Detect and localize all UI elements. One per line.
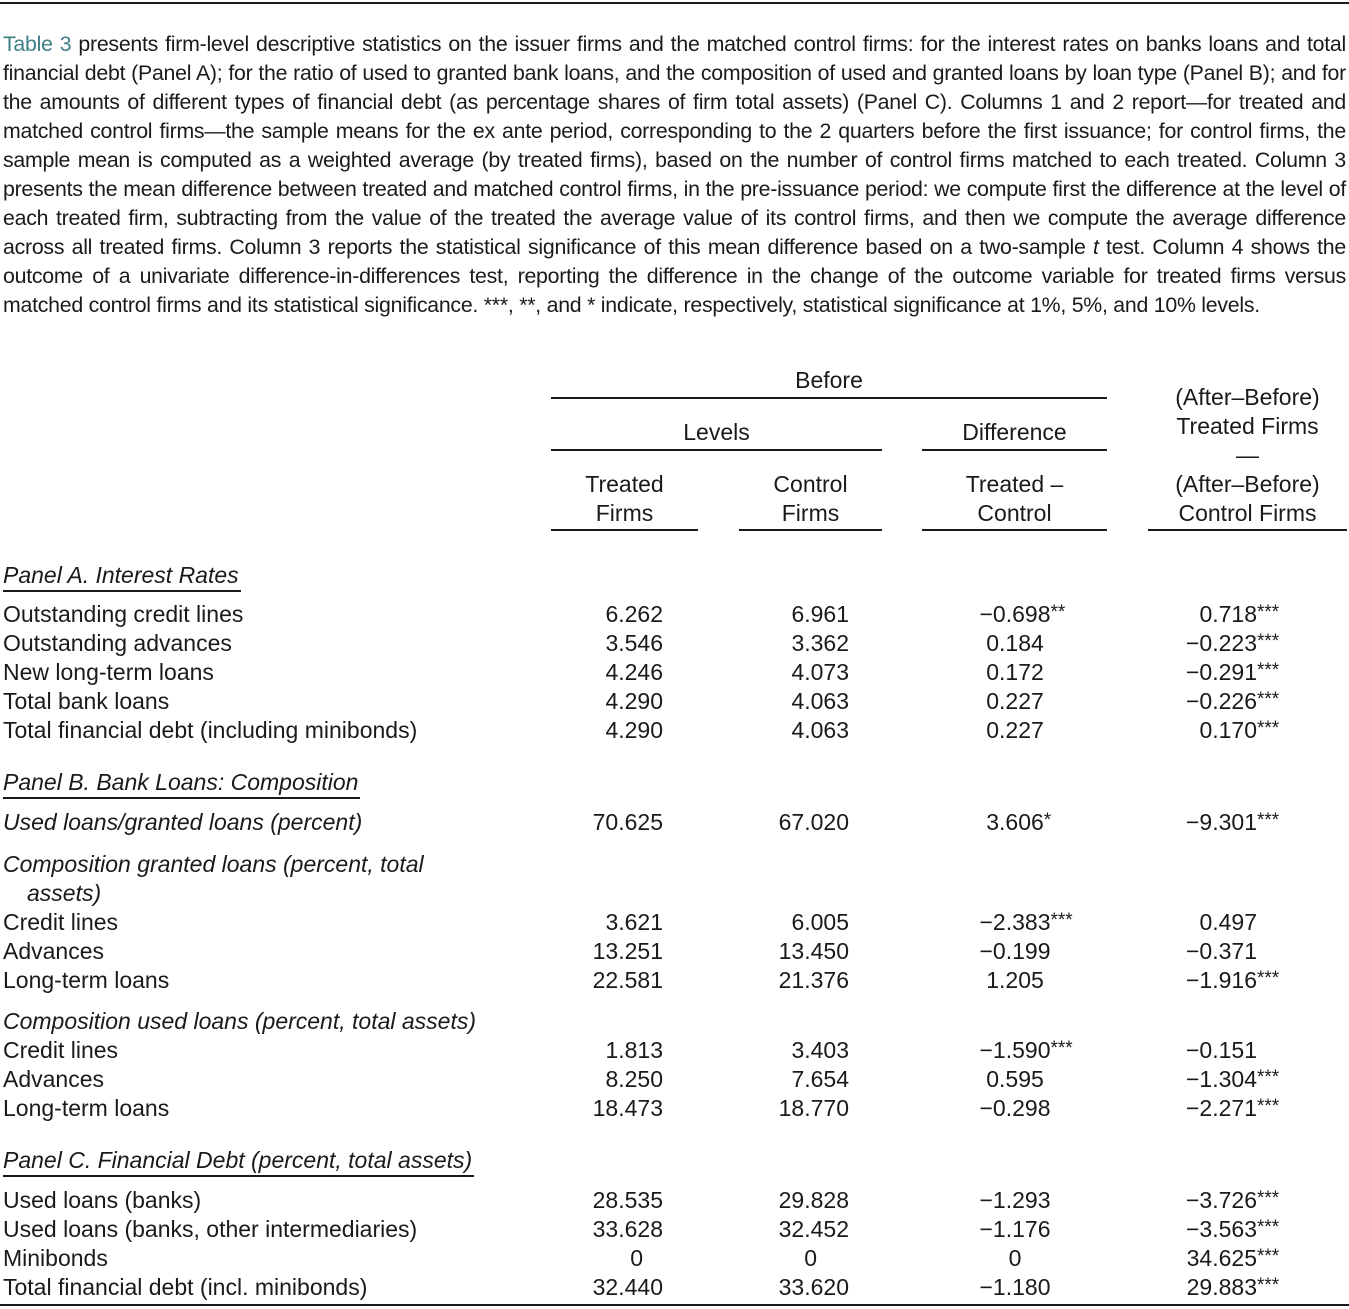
dd-value bbox=[1186, 1186, 1303, 1215]
header-diff-line-1: Treated – bbox=[965, 471, 1064, 497]
dd-value bbox=[1199, 716, 1303, 745]
difference-value bbox=[900, 1244, 1130, 1273]
dd-number: −0.223 bbox=[1186, 630, 1257, 656]
control-value: 3.403 bbox=[791, 1037, 849, 1063]
dd-value bbox=[1186, 687, 1303, 716]
significance-stars: *** bbox=[1257, 1246, 1280, 1267]
panel-c-title: Panel C. Financial Debt (percent, total assets) bbox=[3, 1146, 474, 1177]
dd-number: −1.916 bbox=[1186, 967, 1257, 993]
table-caption bbox=[3, 30, 1346, 320]
treated-value: 3.621 bbox=[605, 909, 663, 935]
control-value: 67.020 bbox=[778, 809, 849, 835]
row-label: Total bank loans bbox=[3, 688, 170, 714]
header-control-line-1: Control bbox=[773, 471, 848, 497]
significance-stars: *** bbox=[1257, 631, 1280, 652]
table-row bbox=[0, 808, 1349, 837]
significance-stars: *** bbox=[1257, 718, 1280, 739]
treated-value: 32.440 bbox=[592, 1274, 663, 1300]
header-before: Before bbox=[795, 367, 863, 393]
header-control-firms bbox=[739, 470, 882, 528]
control-value: 4.063 bbox=[791, 688, 849, 714]
difference-number: 0.595 bbox=[986, 1066, 1044, 1092]
header-levels-rule bbox=[551, 449, 882, 451]
header-control-line-2: Firms bbox=[781, 500, 840, 526]
header-diff-rule bbox=[922, 529, 1107, 531]
row-label: Used loans (banks) bbox=[3, 1187, 202, 1213]
table-reference-link[interactable]: Table 3 bbox=[3, 32, 72, 56]
table-row bbox=[0, 1215, 1349, 1244]
control-value: 32.452 bbox=[778, 1216, 849, 1242]
row-label: Credit lines bbox=[3, 909, 119, 935]
control-value: 3.362 bbox=[791, 630, 849, 656]
header-diff-line-2: Control bbox=[977, 500, 1052, 526]
dd-value bbox=[1186, 808, 1303, 837]
caption-t-symbol: t bbox=[1092, 235, 1099, 259]
control-value: 4.073 bbox=[791, 659, 849, 685]
dd-value bbox=[1187, 1244, 1303, 1273]
control-value: 29.828 bbox=[778, 1187, 849, 1213]
header-diff-in-diff bbox=[1148, 383, 1347, 528]
difference-value bbox=[900, 1065, 1130, 1094]
dd-value bbox=[1186, 966, 1303, 995]
header-dd-line-4: (After–Before) bbox=[1175, 471, 1320, 497]
panel-a-title: Panel A. Interest Rates bbox=[3, 561, 241, 592]
header-treated-line-1: Treated bbox=[585, 471, 664, 497]
treated-value: 4.290 bbox=[605, 717, 663, 743]
table-row bbox=[0, 716, 1349, 745]
treated-value: 4.246 bbox=[605, 659, 663, 685]
significance-stars: *** bbox=[1257, 810, 1280, 831]
dd-value bbox=[1186, 629, 1303, 658]
header-dd-rule bbox=[1148, 529, 1347, 531]
table-row bbox=[0, 600, 1349, 629]
granted-heading-line-1: Composition granted loans (percent, total bbox=[3, 851, 424, 877]
difference-value: −1.590*** bbox=[979, 1037, 1073, 1063]
row-label: New long-term loans bbox=[3, 659, 214, 685]
dd-value bbox=[1186, 1215, 1303, 1244]
table-row bbox=[0, 937, 1349, 966]
treated-value: 6.262 bbox=[605, 601, 663, 627]
significance-stars: *** bbox=[1257, 1188, 1280, 1209]
table-row bbox=[0, 658, 1349, 687]
control-value: 0 bbox=[804, 1245, 817, 1271]
control-value: 7.654 bbox=[791, 1066, 849, 1092]
difference-value bbox=[900, 937, 1130, 966]
dd-number: 0.718 bbox=[1199, 601, 1257, 627]
control-value: 4.063 bbox=[791, 717, 849, 743]
dd-number: −0.371 bbox=[1186, 938, 1257, 964]
dd-number: −0.291 bbox=[1186, 659, 1257, 685]
difference-number: −0.298 bbox=[979, 1095, 1051, 1121]
header-dd-line-2: Treated Firms bbox=[1176, 413, 1319, 439]
significance-stars: *** bbox=[1257, 1217, 1280, 1238]
row-label: Outstanding advances bbox=[3, 630, 232, 656]
significance-stars: *** bbox=[1257, 1067, 1280, 1088]
difference-value bbox=[900, 658, 1130, 687]
table-row bbox=[0, 1186, 1349, 1215]
header-difference-rule bbox=[922, 449, 1107, 451]
significance-stars: *** bbox=[1257, 1275, 1280, 1296]
row-label: Used loans (banks, other intermediaries) bbox=[3, 1216, 418, 1242]
row-label: Credit lines bbox=[3, 1037, 119, 1063]
dd-number: −3.726 bbox=[1186, 1187, 1257, 1213]
dd-number: −0.151 bbox=[1186, 1037, 1257, 1063]
dd-value bbox=[1187, 1273, 1303, 1302]
table-row bbox=[0, 687, 1349, 716]
difference-number: −1.176 bbox=[979, 1216, 1051, 1242]
control-value: 13.450 bbox=[778, 938, 849, 964]
row-label: Long-term loans bbox=[3, 1095, 170, 1121]
header-treated-minus-control bbox=[922, 470, 1107, 528]
header-dd-line-3: — bbox=[1236, 442, 1259, 468]
difference-number: 3.606 bbox=[986, 809, 1044, 835]
header-treated-line-2: Firms bbox=[595, 500, 654, 526]
difference-value: −0.698** bbox=[979, 601, 1066, 627]
significance-stars: *** bbox=[1257, 602, 1280, 623]
control-value: 6.005 bbox=[791, 909, 849, 935]
difference-number: 0 bbox=[1008, 1245, 1022, 1271]
row-label: Total financial debt (incl. minibonds) bbox=[3, 1274, 368, 1300]
control-value: 6.961 bbox=[791, 601, 849, 627]
table-bottom-rule bbox=[0, 1304, 1349, 1306]
difference-value bbox=[900, 716, 1130, 745]
difference-value bbox=[900, 1094, 1130, 1123]
table-row bbox=[0, 629, 1349, 658]
dd-value bbox=[1186, 1036, 1303, 1065]
treated-value: 8.250 bbox=[605, 1066, 663, 1092]
difference-number: 1.205 bbox=[986, 967, 1044, 993]
difference-number: −1.293 bbox=[979, 1187, 1051, 1213]
header-difference: Difference bbox=[962, 419, 1067, 445]
header-levels: Levels bbox=[683, 419, 750, 445]
header-dd-line-1: (After–Before) bbox=[1175, 384, 1320, 410]
table-row bbox=[0, 966, 1349, 995]
row-label: Total financial debt (including minibonds) bbox=[3, 717, 418, 743]
granted-loans-heading bbox=[3, 850, 473, 908]
difference-number: 0.184 bbox=[986, 630, 1044, 656]
header-dd-line-5: Control Firms bbox=[1178, 500, 1317, 526]
difference-number: −1.180 bbox=[979, 1274, 1051, 1300]
control-value: 33.620 bbox=[778, 1274, 849, 1300]
difference-value bbox=[900, 1215, 1130, 1244]
used-loans-heading: Composition used loans (percent, total assets) bbox=[3, 1008, 477, 1034]
caption-text-part-2: test. Column 4 shows the outcome of a univariate difference-in-differences test, reporting the difference in the change of the outcome variable for treated firms versus matched control firms and its statistical significance. ***, **, and * indicate, respectively, statistical significance at 1%, 5%, and 10% levels. bbox=[3, 235, 1346, 317]
significance-stars: *** bbox=[1257, 1096, 1280, 1117]
significance-stars: *** bbox=[1257, 660, 1280, 681]
row-label: Advances bbox=[3, 1066, 105, 1092]
header-treated-rule bbox=[551, 529, 698, 531]
difference-number: −2.383 bbox=[979, 909, 1051, 935]
difference-value bbox=[900, 1273, 1130, 1302]
row-label: Outstanding credit lines bbox=[3, 601, 244, 627]
table-row bbox=[0, 1065, 1349, 1094]
dd-number: 29.883 bbox=[1186, 1274, 1257, 1300]
dd-value bbox=[1199, 908, 1303, 937]
caption-text-part-1: presents firm-level descriptive statistics on the issuer firms and the matched control firms: for the interest rates on banks loans and total financial debt (Panel A); for the ratio of used to granted bank loans, and the composition of used and granted loans by loan type (Panel B); and for the amounts of different types of financial debt (as percentage shares of firm total assets) (Panel C). Columns 1 and 2 report—for treated and matched control firms—the sample means for the ex ante period, corresponding to the 2 quarters before the first issuance; for control firms, the sample mean is computed as a weighted average (by treated firms), based on the number of control firms matched to each treated. Column 3 presents the mean difference between treated and matched control firms, in the pre-issuance period: we compute first the difference at the level of each treated firm, subtracting from the value of the treated the average value of its control firms, and then we compute the average difference across all treated firms. Column 3 reports the statistical significance of this mean difference based on a two-sample bbox=[3, 32, 1346, 259]
treated-value: 22.581 bbox=[592, 967, 663, 993]
difference-number: 0.227 bbox=[986, 717, 1044, 743]
panel-b-title: Panel B. Bank Loans: Composition bbox=[3, 768, 360, 799]
treated-value: 1.813 bbox=[605, 1037, 663, 1063]
dd-value bbox=[1199, 600, 1303, 629]
difference-value bbox=[900, 1186, 1130, 1215]
dd-value bbox=[1186, 1065, 1303, 1094]
treated-value: 28.535 bbox=[592, 1187, 663, 1213]
treated-value: 3.546 bbox=[605, 630, 663, 656]
dd-number: −3.563 bbox=[1186, 1216, 1257, 1242]
significance-stars: *** bbox=[1257, 968, 1280, 989]
dd-number: −2.271 bbox=[1186, 1095, 1257, 1121]
table-row bbox=[0, 908, 1349, 937]
difference-value: −2.383*** bbox=[979, 909, 1073, 935]
table-top-rule bbox=[0, 2, 1349, 4]
difference-number: 0.227 bbox=[986, 688, 1044, 714]
difference-number: −1.590 bbox=[979, 1037, 1051, 1063]
treated-value: 70.625 bbox=[592, 809, 663, 835]
difference-value bbox=[900, 687, 1130, 716]
table-row bbox=[0, 1244, 1349, 1273]
row-label: Used loans/granted loans (percent) bbox=[3, 809, 363, 835]
dd-value bbox=[1186, 658, 1303, 687]
difference-number: 0.172 bbox=[986, 659, 1044, 685]
dd-number: 0.497 bbox=[1199, 909, 1257, 935]
row-label: Advances bbox=[3, 938, 105, 964]
dd-number: −0.226 bbox=[1186, 688, 1257, 714]
treated-value: 0 bbox=[630, 1245, 643, 1271]
difference-number: −0.199 bbox=[979, 938, 1051, 964]
dd-number: 0.170 bbox=[1199, 717, 1257, 743]
difference-value: 3.606* bbox=[986, 809, 1052, 835]
significance-stars: *** bbox=[1257, 689, 1280, 710]
table-row bbox=[0, 1036, 1349, 1065]
table-row bbox=[0, 1273, 1349, 1302]
treated-value: 18.473 bbox=[592, 1095, 663, 1121]
treated-value: 13.251 bbox=[592, 938, 663, 964]
table-row bbox=[0, 1094, 1349, 1123]
control-value: 21.376 bbox=[778, 967, 849, 993]
header-control-rule bbox=[739, 529, 882, 531]
dd-number: −9.301 bbox=[1186, 809, 1257, 835]
row-label: Minibonds bbox=[3, 1245, 108, 1271]
control-value: 18.770 bbox=[778, 1095, 849, 1121]
treated-value: 4.290 bbox=[605, 688, 663, 714]
dd-number: −1.304 bbox=[1186, 1066, 1257, 1092]
difference-value bbox=[900, 629, 1130, 658]
header-before-rule bbox=[551, 397, 1107, 399]
difference-number: −0.698 bbox=[979, 601, 1051, 627]
row-label: Long-term loans bbox=[3, 967, 170, 993]
granted-heading-line-2: assets) bbox=[27, 880, 102, 906]
difference-value bbox=[900, 966, 1130, 995]
dd-number: 34.625 bbox=[1186, 1245, 1257, 1271]
dd-value bbox=[1186, 1094, 1303, 1123]
treated-value: 33.628 bbox=[592, 1216, 663, 1242]
dd-value bbox=[1186, 937, 1303, 966]
header-treated-firms bbox=[551, 470, 698, 528]
